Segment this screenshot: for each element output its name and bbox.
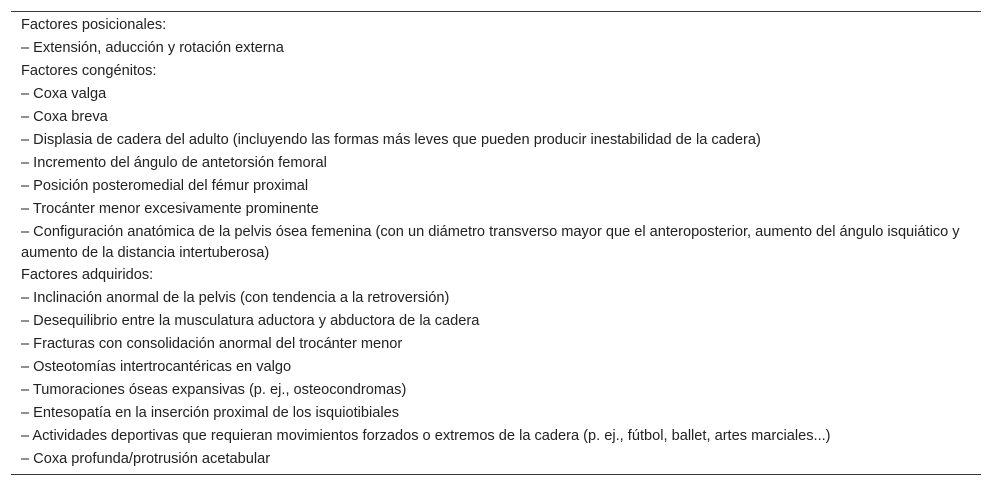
list-item: – Actividades deportivas que requieran movimientos forzados o extremos de la cadera (p. ej., fútbol, ballet, artes marciales...) (21, 428, 831, 444)
list-item: – Fracturas con consolidación anormal del trocánter menor (21, 336, 403, 352)
section-heading-positional: Factores posicionales: (21, 17, 167, 33)
section-heading-acquired: Factores adquiridos: (21, 267, 154, 283)
list-item: – Desequilibrio entre la musculatura aductora y abductora de la cadera (21, 313, 480, 329)
list-item: – Coxa breva (21, 109, 108, 125)
section-heading-congenital: Factores congénitos: (21, 63, 157, 79)
list-item: – Posición posteromedial del fémur proximal (21, 178, 309, 194)
list-item: – Extensión, aducción y rotación externa (21, 40, 284, 56)
list-item: – Coxa valga (21, 86, 107, 102)
list-item: – Osteotomías intertrocantéricas en valgo (21, 359, 292, 375)
list-item: – Displasia de cadera del adulto (incluyendo las formas más leves que pueden producir inestabilidad de la cadera) (21, 132, 761, 148)
list-item: – Incremento del ángulo de antetorsión femoral (21, 155, 327, 171)
list-item: – Inclinación anormal de la pelvis (con tendencia a la retroversión) (21, 290, 450, 306)
list-item: – Trocánter menor excesivamente prominente (21, 201, 319, 217)
list-item: – Entesopatía en la inserción proximal de los isquiotibiales (21, 405, 400, 421)
factors-table (11, 11, 981, 475)
list-item: – Tumoraciones óseas expansivas (p. ej., osteocondromas) (21, 382, 407, 398)
list-item: – Configuración anatómica de la pelvis ósea femenina (con un diámetro transverso mayor que el anteroposterior, aumento del ángulo isquiático y aumento de la distancia intertuberosa) (21, 224, 960, 261)
table-rows (21, 14, 971, 471)
list-item: – Coxa profunda/protrusión acetabular (21, 451, 271, 467)
